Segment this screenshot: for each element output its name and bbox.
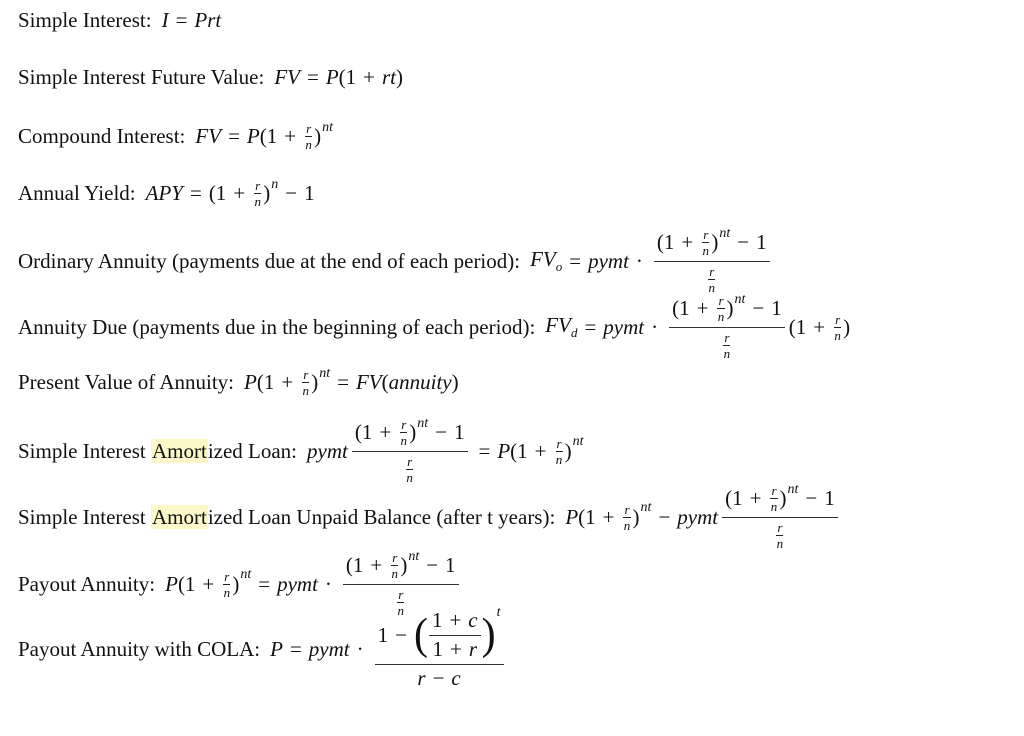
formula-label: Simple Interest Amortized Loan: — [18, 438, 298, 463]
formula-amortized-loan — [18, 415, 1020, 485]
formula-expression: $FV_d$ = pymt · (1 + $\frac{r}{n}$ ) nt − 1 $\frac{r}{n}$ (1 + $\frac{r}{n}$ ) — [545, 291, 851, 361]
formula-label: Ordinary Annuity (payments due at the end of each period): — [18, 248, 521, 273]
formula-expression: P (1 + $\frac{r}{n}$ ) nt = FV ( annuity ) — [244, 365, 459, 398]
formula-label: Compound Interest: — [18, 124, 186, 148]
formula-expression: $FV_o$ = pymt · (1 + $\frac{r}{n}$ ) nt − 1 $\frac{r}{n}$ — [530, 228, 773, 294]
formula-payout-annuity — [18, 548, 1020, 618]
formula-unpaid-balance — [18, 481, 1020, 551]
formula-annual-yield — [18, 176, 1020, 209]
formula-label: Annuity Due (payments due in the beginning of each period): — [18, 314, 536, 339]
formula-compound-interest — [18, 119, 1020, 152]
formula-label: Simple Interest Future Value: — [18, 65, 265, 89]
formula-label: Payout Annuity with COLA: — [18, 637, 261, 661]
formula-label: Simple Interest: — [18, 8, 152, 32]
formula-present-value-annuity — [18, 365, 1020, 398]
formula-expression: FV = P (1 + rt ) — [274, 65, 404, 89]
formula-expression: P (1 + $\frac{r}{n}$ ) nt = pymt · (1 + $\frac{r}{n}$ ) nt − 1 $\frac{r}{n}$ — [165, 551, 462, 617]
formula-label: Payout Annuity: — [18, 571, 156, 596]
formula-label: Simple Interest Amortized Loan Unpaid Balance (after t years): — [18, 504, 556, 529]
highlighted-text: Amort — [151, 504, 207, 529]
formula-expression: P = pymt · 1 − ( 1 + c 1 + r ) t r − c — [270, 610, 507, 689]
formula-payout-annuity-cola — [18, 605, 1020, 690]
formula-expression: P (1 + $\frac{r}{n}$ ) nt − pymt (1 + $\frac{r}{n}$ ) nt − 1 $\frac{r}{n}$ — [565, 484, 841, 550]
formula-ordinary-annuity — [18, 225, 1020, 295]
formula-annuity-due — [18, 291, 1020, 361]
formula-label: Present Value of Annuity: — [18, 370, 235, 394]
formula-expression: pymt (1 + $\frac{r}{n}$ ) nt − 1 $\frac{r}{n}$ = P (1 + $\frac{r}{n}$ ) nt — [307, 415, 584, 485]
formula-simple-interest-fv — [18, 67, 1020, 88]
formula-expression: I = Prt — [161, 8, 222, 32]
formula-expression: APY = (1 + $\frac{r}{n}$ ) n − 1 — [145, 176, 315, 209]
highlighted-text: Amort — [151, 438, 207, 463]
formula-expression: FV = P (1 + $\frac{r}{n}$ ) nt — [195, 119, 334, 152]
formula-simple-interest — [18, 10, 1020, 31]
formula-label: Annual Yield: — [18, 181, 136, 205]
